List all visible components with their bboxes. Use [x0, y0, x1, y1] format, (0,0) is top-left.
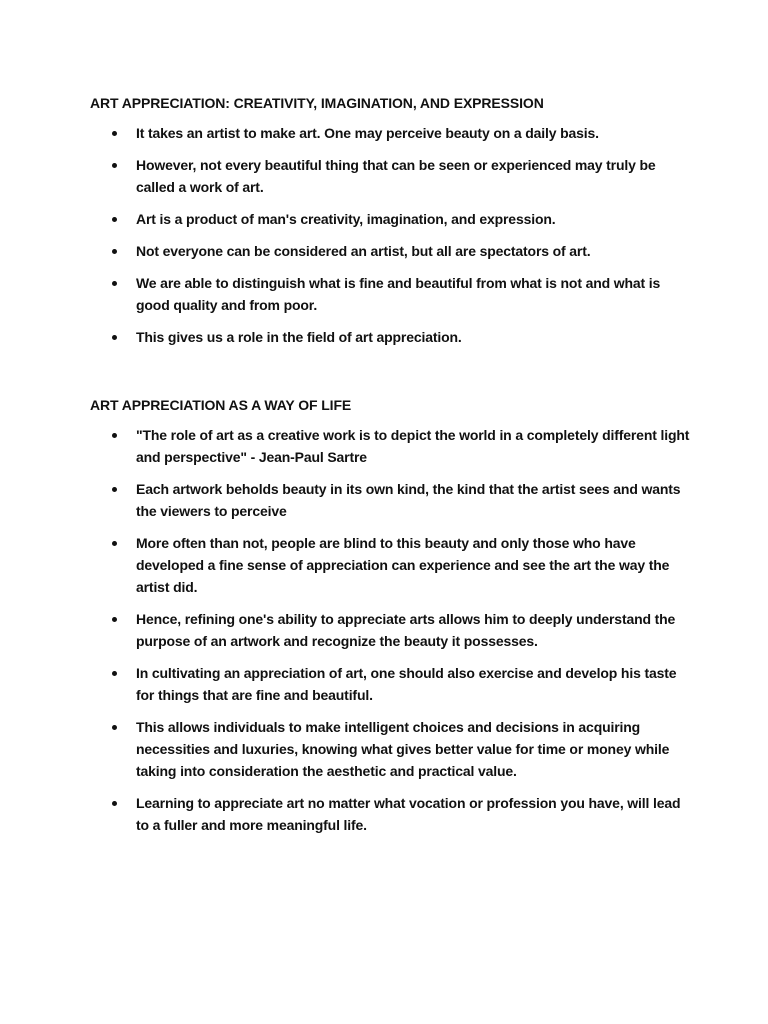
bullet-text: Not everyone can be considered an artist, but all are spectators of art. — [136, 243, 591, 259]
bullet-icon — [112, 131, 117, 136]
bullet-text: In cultivating an appreciation of art, one should also exercise and develop his taste for things that are fine and beautiful. — [136, 665, 677, 703]
bullet-icon — [112, 725, 117, 730]
bullet-text: More often than not, people are blind to this beauty and only those who have developed a fine sense of appreciation can experience and see the art the way the artist did. — [136, 535, 670, 595]
bullet-item — [90, 122, 690, 144]
bullet-icon — [112, 281, 117, 286]
bullet-list — [90, 424, 690, 836]
bullet-text: Each artwork beholds beauty in its own kind, the kind that the artist sees and wants the viewers to perceive — [136, 481, 681, 519]
bullet-text: However, not every beautiful thing that can be seen or experienced may truly be called a work of art. — [136, 157, 656, 195]
bullet-item — [90, 478, 690, 522]
bullet-text: Learning to appreciate art no matter what vocation or profession you have, will lead to a fuller and more meaningful life. — [136, 795, 681, 833]
bullet-item — [90, 716, 690, 782]
bullet-icon — [112, 617, 117, 622]
bullet-icon — [112, 541, 117, 546]
bullet-icon — [112, 249, 117, 254]
bullet-item — [90, 662, 690, 706]
bullet-text: This gives us a role in the field of art appreciation. — [136, 329, 462, 345]
bullet-text: "The role of art as a creative work is to depict the world in a completely different light and perspective" - Jean-Paul Sartre — [136, 427, 690, 465]
bullet-item — [90, 272, 690, 316]
bullet-item — [90, 424, 690, 468]
bullet-item — [90, 240, 690, 262]
bullet-item — [90, 792, 690, 836]
bullet-list — [90, 122, 690, 348]
section-way-of-life — [90, 395, 690, 846]
section-heading: ART APPRECIATION AS A WAY OF LIFE — [90, 397, 352, 413]
bullet-item — [90, 532, 690, 598]
bullet-text: Art is a product of man's creativity, imagination, and expression. — [136, 211, 556, 227]
bullet-item — [90, 154, 690, 198]
bullet-item — [90, 326, 690, 348]
bullet-icon — [112, 335, 117, 340]
bullet-text: Hence, refining one's ability to appreciate arts allows him to deeply understand the purpose of an artwork and recognize the beauty it possesses. — [136, 611, 676, 649]
bullet-icon — [112, 163, 117, 168]
bullet-icon — [112, 217, 117, 222]
bullet-item — [90, 208, 690, 230]
bullet-icon — [112, 487, 117, 492]
bullet-text: This allows individuals to make intelligent choices and decisions in acquiring necessities and luxuries, knowing what gives better value for time or money while taking into consideration the aesthetic and practical value. — [136, 719, 670, 779]
bullet-icon — [112, 433, 117, 438]
section-heading: ART APPRECIATION: CREATIVITY, IMAGINATION, AND EXPRESSION — [90, 95, 544, 111]
bullet-icon — [112, 671, 117, 676]
section-creativity-imagination-expression — [90, 93, 690, 358]
bullet-text: It takes an artist to make art. One may perceive beauty on a daily basis. — [136, 125, 599, 141]
bullet-item — [90, 608, 690, 652]
bullet-icon — [112, 801, 117, 806]
bullet-text: We are able to distinguish what is fine and beautiful from what is not and what is good quality and from poor. — [136, 275, 661, 313]
